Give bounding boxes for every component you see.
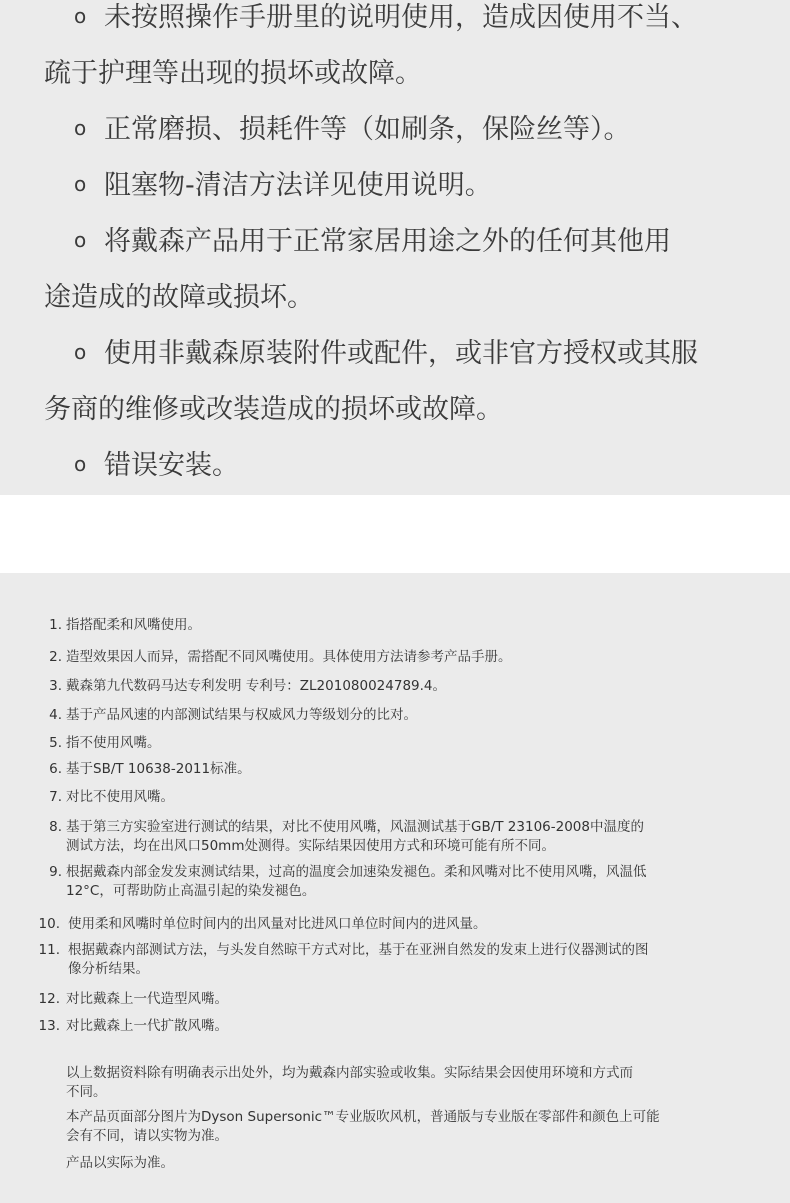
footnote-number: 10. [38,916,60,932]
bullet-icon: o [74,228,87,252]
image-note-text: 本产品页面部分图片为Dyson Supersonic™专业版吹风机，普通版与专业版在零部件和颜色上可能 [66,1109,660,1125]
footnote-number: 1. [49,617,62,633]
exclusion-text: 正常磨损、损耗件等（如刷条，保险丝等）。 [104,114,631,145]
footnote-number: 9. [49,864,62,880]
footnote-text: 指不使用风嘴。 [66,735,161,751]
footnote-text: 指搭配柔和风嘴使用。 [66,617,201,633]
footnote-text: 基于产品风速的内部测试结果与权威风力等级划分的比对。 [66,707,417,723]
exclusion-item [0,0,790,38]
footnote-text: 基于SB/T 10638-2011标准。 [66,761,251,777]
exclusion-text: 使用非戴森原装附件或配件，或非官方授权或其服 [104,338,698,369]
exclusion-text-continued: 务商的维修或改装造成的损坏或故障。 [44,394,503,425]
exclusion-text: 错误安装。 [104,450,239,481]
footnote-text: 对比戴森上一代扩散风嘴。 [66,1018,228,1034]
bullet-icon: o [74,452,87,476]
bullet-icon: o [74,116,87,140]
footnote-text: 造型效果因人而异，需搭配不同风嘴使用。具体使用方法请参考产品手册。 [66,649,512,665]
footnote-number: 13. [38,1018,60,1034]
footnote-number: 6. [49,761,62,777]
footnote-text: 对比戴森上一代造型风嘴。 [66,991,228,1007]
footnote-number: 8. [49,819,62,835]
footnote-number: 7. [49,789,62,805]
footnote-number: 3. [49,678,62,694]
exclusion-text: 将戴森产品用于正常家居用途之外的任何其他用 [104,226,671,257]
disclaimer-text: 以上数据资料除有明确表示出处外，均为戴森内部实验或收集。实际结果会因使用环境和方式而 [66,1065,633,1081]
exclusion-text-continued: 途造成的故障或损坏。 [44,282,314,313]
image-note [66,1108,736,1146]
warranty-exclusions-section [0,0,790,495]
section-divider [0,495,790,573]
footnote-number: 2. [49,649,62,665]
footnote-text: 根据戴森内部金发发束测试结果，过高的温度会加速染发褪色。柔和风嘴对比不使用风嘴，风温低 [66,864,647,880]
disclaimer-note [66,1064,736,1102]
footnote-text-continued: 像分析结果。 [68,961,149,977]
exclusion-item [0,166,790,206]
bullet-icon: o [74,340,87,364]
footnote-text: 对比不使用风嘴。 [66,789,174,805]
footnote-text: 使用柔和风嘴时单位时间内的出风量对比进风口单位时间内的进风量。 [68,916,487,932]
product-note: 产品以实际为准。 [66,1155,174,1171]
exclusion-text-continued: 疏于护理等出现的损坏或故障。 [44,58,422,89]
image-note-text-continued: 会有不同，请以实物为准。 [66,1128,228,1144]
footnote-number: 12. [38,991,60,1007]
footnote-number: 11. [38,942,60,958]
footnote-text: 基于第三方实验室进行测试的结果，对比不使用风嘴，风温测试基于GB/T 23106-2008中温度的 [66,819,644,835]
footnote-text-continued: 测试方法，均在出风口50mm处测得。实际结果因使用方式和环境可能有所不同。 [66,838,555,854]
exclusion-item [0,110,790,150]
footnote-number: 5. [49,735,62,751]
footnote-number: 4. [49,707,62,723]
exclusion-item [0,446,790,486]
exclusion-item [0,222,790,262]
footnote-text: 根据戴森内部测试方法，与头发自然晾干方式对比，基于在亚洲自然发的发束上进行仪器测试的图 [68,942,649,958]
bullet-icon: o [74,172,87,196]
exclusion-text: 未按照操作手册里的说明使用，造成因使用不当、 [104,2,698,33]
footnotes-section [0,573,790,1203]
footnote-text-continued: 12°C，可帮助防止高温引起的染发褪色。 [66,883,316,899]
exclusion-text: 阻塞物-清洁方法详见使用说明。 [104,170,492,201]
footnote-text: 戴森第九代数码马达专利发明 专利号：ZL201080024789.4。 [66,678,447,694]
disclaimer-text-continued: 不同。 [66,1084,107,1100]
exclusion-item [0,334,790,374]
bullet-icon: o [74,4,87,28]
